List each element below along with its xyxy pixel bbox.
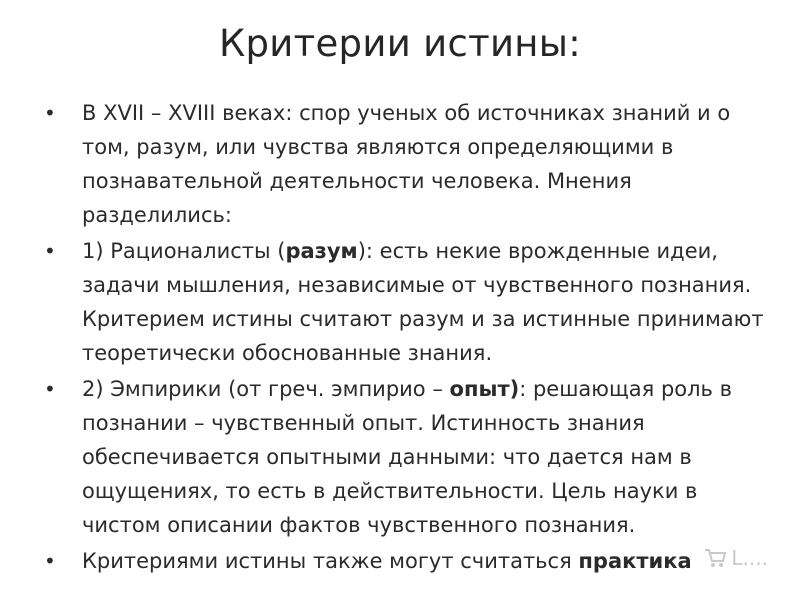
bullet-text-post: : решающая роль в познании – чувственный опыт. Истинность знания обеспечивается опытными данными: что дается нам в ощущениях, то есть в действительности. Цель науки в чистом описании фактов чувственного познания. xyxy=(82,377,732,537)
cart-icon xyxy=(703,547,727,569)
bullet-text-pre: Критериями истины также могут считаться xyxy=(82,549,579,573)
watermark-text: L.... xyxy=(731,546,768,570)
bullet-dot: • xyxy=(44,239,56,263)
bullet-text-post: ): есть некие врожденные идеи, задачи мышления, независимые от чувственного познания. Критерием истины считают разум и за истинные принимают теоретически обоснованные знания. xyxy=(82,239,764,365)
bullet-text-bold: разум xyxy=(285,239,358,263)
bullet-text-pre: 2) Эмпирики (от греч. эмпирио – xyxy=(82,377,450,401)
bullet-item xyxy=(44,372,774,542)
watermark xyxy=(703,546,768,570)
bullet-item xyxy=(44,544,774,578)
bullet-text-pre: 1) Рационалисты ( xyxy=(82,239,286,263)
bullet-item xyxy=(44,234,774,370)
slide-title: Критерии истины: xyxy=(218,22,582,65)
bullet-text-bold: практика xyxy=(578,549,692,573)
bullet-dot: • xyxy=(44,549,56,573)
bullet-item xyxy=(44,96,774,232)
bullet-text: В XVII – XVIII веках: спор ученых об источниках знаний и о том, разум, или чувства являются определяющими в познавательной деятельности человека. Мнения разделились: xyxy=(82,101,731,227)
bullet-dot: • xyxy=(44,377,56,401)
bullet-list xyxy=(44,96,774,578)
bullet-text-bold: опыт) xyxy=(449,377,520,401)
bullet-dot: • xyxy=(44,101,56,125)
